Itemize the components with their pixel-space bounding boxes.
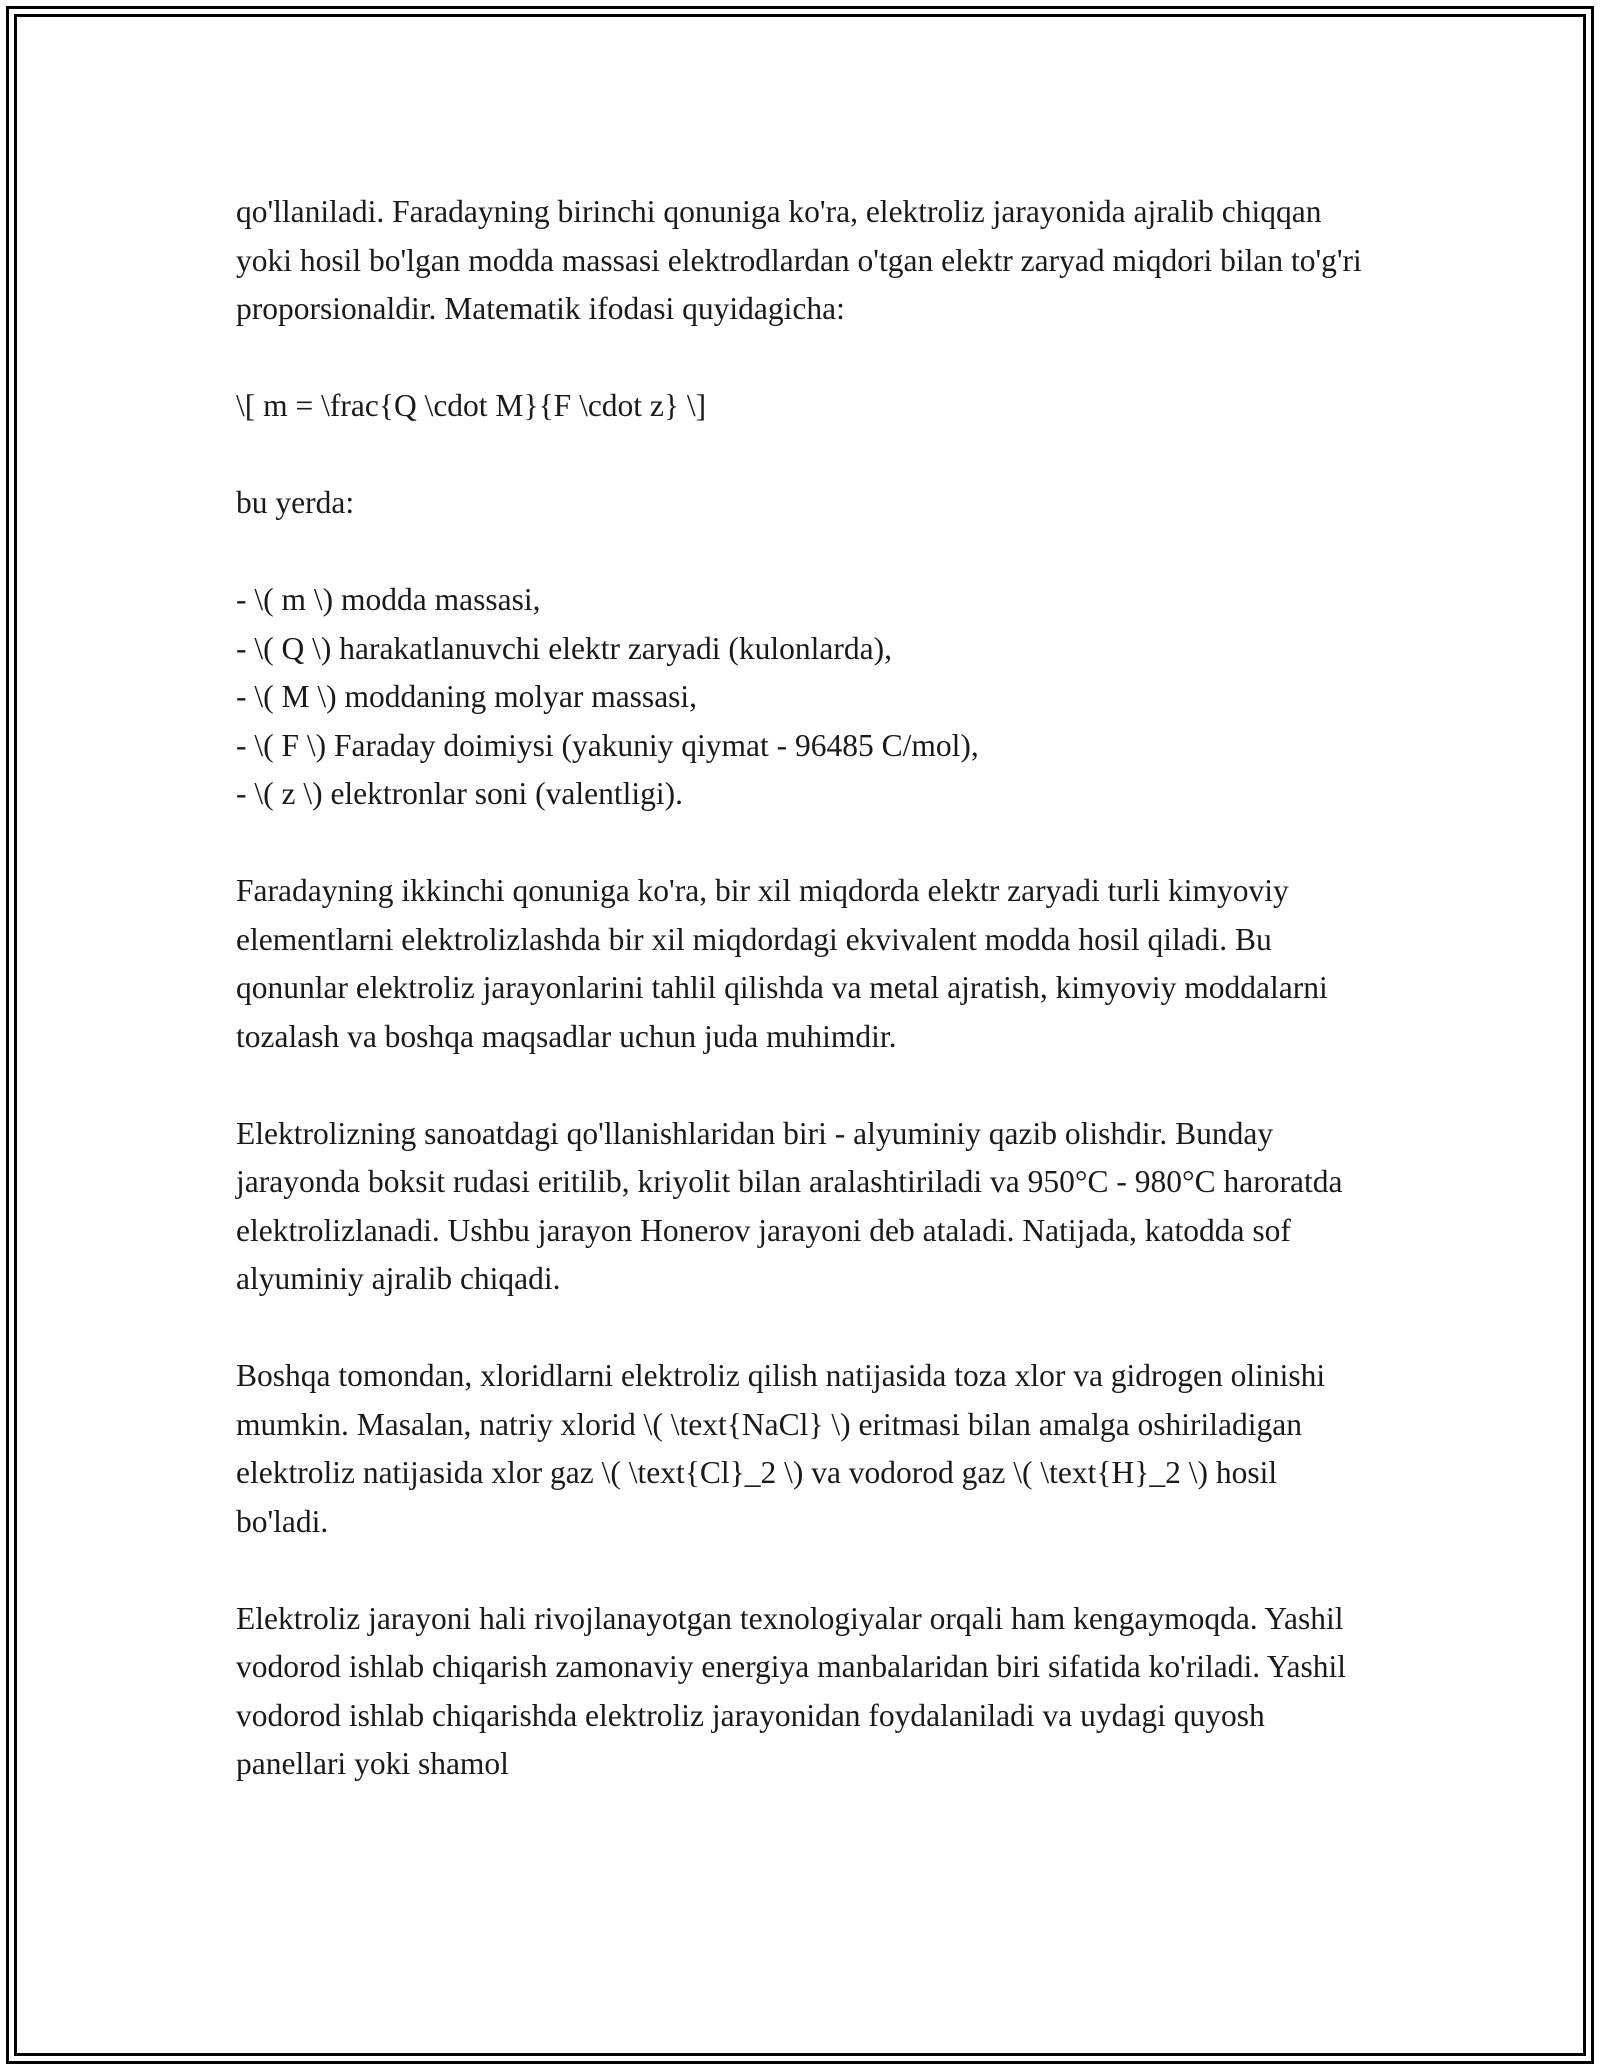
list-item: - \( F \) Faraday doimiysi (yakuniy qiymat - 96485 C/mol), — [236, 727, 979, 763]
paragraph-second-law: Faradayning ikkinchi qonuniga ko'ra, bir xil miqdorda elektr zaryadi turli kimyoviy elementlarni elektrolizlashda bir xil miqdordagi ekvivalent modda hosil qiladi. Bu qonunlar elektroliz jarayonlarini tahlil qilishda va metal ajratish, kimyoviy moddalarni tozalash va boshqa maqsadlar uchun juda muhimdir. — [236, 873, 1328, 1054]
list-item: - \( M \) moddaning molyar massasi, — [236, 679, 698, 714]
paragraph-intro: qo'llaniladi. Faradayning birinchi qonuniga ko'ra, elektroliz jarayonida ajralib chiqqan yoki hosil bo'lgan modda massasi elektrodlardan o'tgan elektr zaryad miqdori bilan to'g'ri proporsionaldir. Matematik ifodasi quyidagicha: — [236, 194, 1362, 326]
document-body — [236, 188, 1366, 1837]
list-item: - \( z \) elektronlar soni (valentligi). — [236, 776, 683, 811]
formula-display: \[ m = \frac{Q \cdot M}{F \cdot z} \] — [236, 388, 707, 423]
variable-list — [236, 576, 1366, 819]
variables-heading: bu yerda: — [236, 485, 355, 520]
paragraph-green-hydrogen: Elektroliz jarayoni hali rivojlanayotgan texnologiyalar orqali ham kengaymoqda. Yashil vodorod ishlab chiqarish zamonaviy energiya manbalaridan biri sifatida ko'riladi. Yashil vodorod ishlab chiqarishda elektroliz jarayonidan foydalaniladi va uydagi quyosh panellari yoki shamol — [236, 1600, 1346, 1781]
paragraph-chloride: Boshqa tomondan, xloridlarni elektroliz qilish natijasida toza xlor va gidrogen olinishi mumkin. Masalan, natriy xlorid \( \text{NaCl} \) eritmasi bilan amalga oshiriladigan elektroliz natijasida xlor gaz \( \text{Cl}_2 \) va vodorod gaz \( \text{H}_2 \) hosil bo'ladi. — [236, 1358, 1326, 1539]
list-item: - \( Q \) harakatlanuvchi elektr zaryadi (kulonlarda), — [236, 630, 892, 666]
list-item: - \( m \) modda massasi, — [236, 582, 541, 617]
paragraph-aluminium: Elektrolizning sanoatdagi qo'llanishlaridan biri - alyuminiy qazib olishdir. Bunday jarayonda boksit rudasi eritilib, kriyolit bilan aralashtiriladi va 950°C - 980°C haroratda elektrolizlanadi. Ushbu jarayon Honerov jarayoni deb ataladi. Natijada, katodda sof alyuminiy ajralib chiqadi. — [236, 1115, 1343, 1296]
